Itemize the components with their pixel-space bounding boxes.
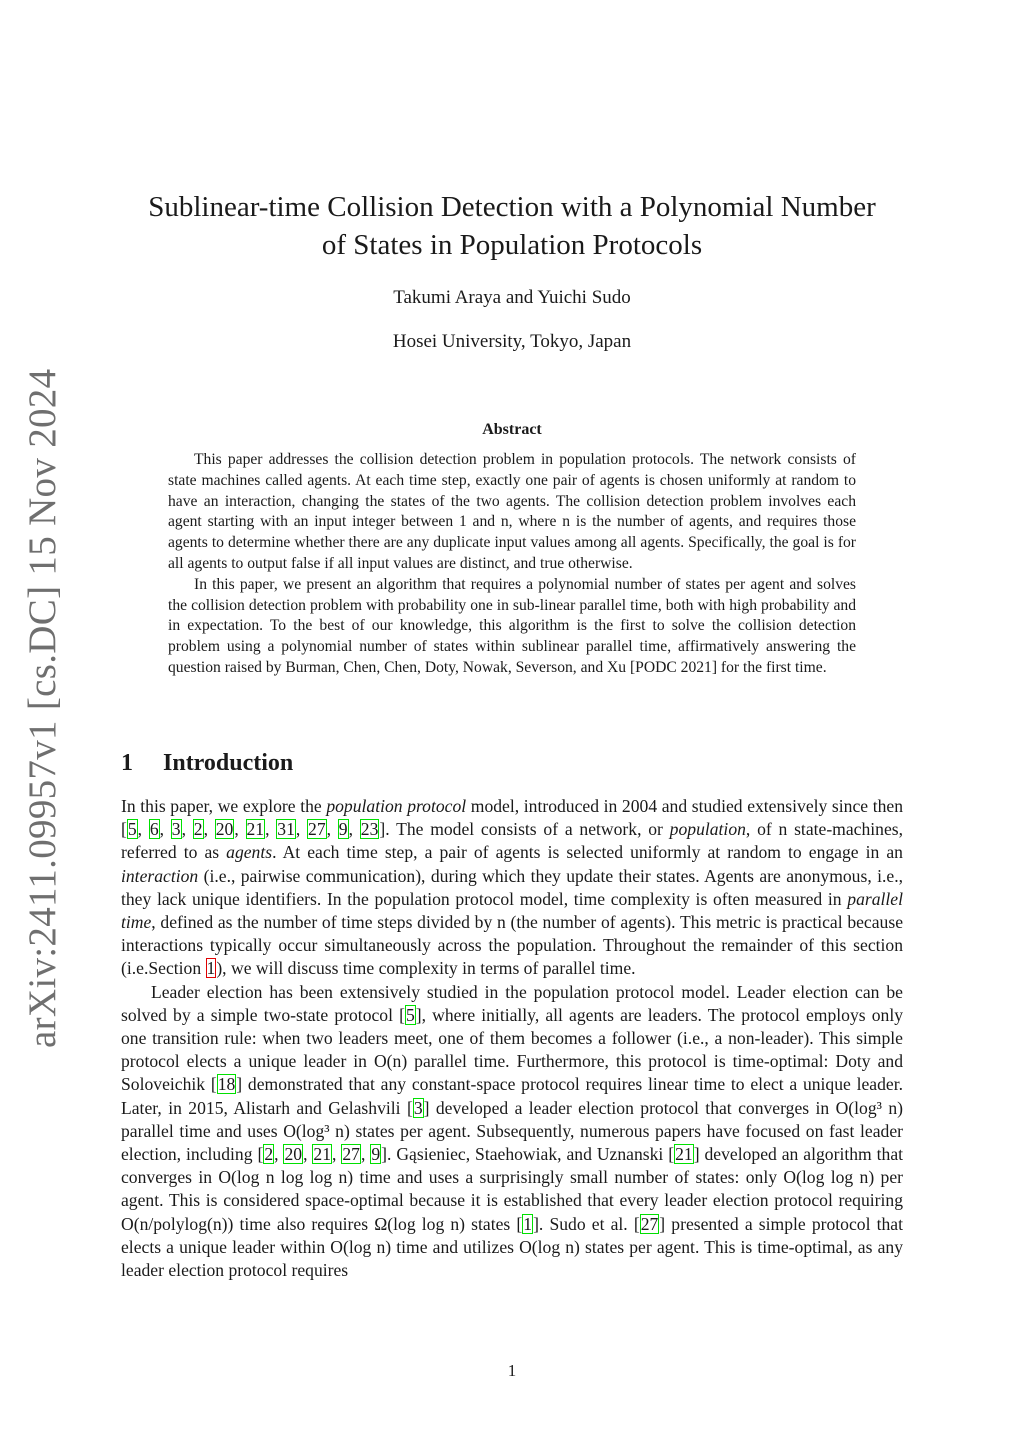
section-number: 1 [121, 750, 133, 776]
citation-link[interactable]: 21 [246, 819, 265, 840]
author-list: Takumi Araya and Yuichi Sudo [393, 287, 631, 308]
section-cross-reference[interactable]: 1 [206, 958, 216, 979]
citation-link[interactable]: 1 [523, 1213, 533, 1234]
section-title: Introduction [163, 750, 294, 776]
introduction-body [121, 795, 903, 1282]
citation-link[interactable]: 27 [308, 819, 326, 840]
citation-link[interactable]: 9 [338, 819, 348, 840]
abstract-body [168, 450, 856, 679]
citation-link[interactable]: 5 [405, 1004, 415, 1025]
citation-link[interactable]: 27 [342, 1144, 360, 1165]
author-affiliation: Hosei University, Tokyo, Japan [392, 331, 632, 352]
abstract-paragraph-2: In this paper, we present an algorithm that requires a polynomial number of states per agent and solves the collision detection problem with probability one in sub-linear parallel time, both with high probability and in expectation. To the best of our knowledge, this algorithm is the first to solve the collision detection problem using a polynomial number of states within sublinear parallel time, affirmatively answering the question raised by Burman, Chen, Chen, Doty, Nowak, Severson, and Xu [PODC 2021] for the first time. [168, 575, 856, 676]
citation-link[interactable]: 23 [360, 819, 379, 840]
paper-title [110, 188, 914, 264]
citation-link[interactable]: 3 [171, 819, 181, 840]
intro-paragraph-1: In this paper, we explore the population protocol model, introduced in 2004 and studied extensively since then [5, 6, 3, 2, 20, 21, 31, 27, 9, 23]. The model consists of a network, or population, of n state-machines, referred to as agents. At each time step, a pair of agents is selected uniformly at random to engage in an interaction (i.e., pairwise communication), during which they update their states. Agents are anonymous, i.e., they lack unique identifiers. In the population protocol model, time complexity is often measured in parallel time, defined as the number of time steps divided by n (the number of agents). This metric is practical because interactions typically occur simultaneously across the population. Throughout the remainder of this section (i.e.Section 1), we will discuss time complexity in terms of parallel time. [121, 796, 904, 979]
title-line-1: Sublinear-time Collision Detection with a Polynomial Number [148, 191, 876, 223]
citation-link[interactable]: 20 [215, 819, 234, 840]
citation-link[interactable]: 2 [193, 819, 203, 840]
citation-link[interactable]: 31 [277, 819, 295, 840]
abstract-heading: Abstract [482, 421, 542, 438]
arxiv-identifier-stamp[interactable]: arXiv:2411.09957v1 [cs.DC] 15 Nov 2024 [21, 368, 64, 1048]
citation-link[interactable]: 21 [313, 1144, 332, 1165]
intro-paragraph-2: Leader election has been extensively studied in the population protocol model. Leader election can be solved by a simple two-state protocol [5], where initially, all agents are leaders. The protocol employs only one transition rule: when two leaders meet, one of them becomes a follower (i.e., a non-leader). This simple protocol elects a unique leader in O(n) parallel time. Furthermore, this protocol is time-optimal: Doty and Soloveichik [18] demonstrated that any constant-space protocol requires linear time to elect a unique leader. Later, in 2015, Alistarh and Gelashvili [3] developed a leader election protocol that converges in O(log³ n) parallel time and uses O(log³ n) states per agent. Subsequently, numerous papers have focused on fast leader election, including [2, 20, 21, 27, 9]. Gąsieniec, Staehowiak, and Uznanski [21] developed an algorithm that converges in O(log n log log n) time and uses a surprisingly small number of states: only O(log log n) per agent. This is considered space-optimal because it is established that every leader election protocol requiring O(n/polylog(n)) time also requires Ω(log log n) states [1]. Sudo et al. [27] presented a simple protocol that elects a unique leader within O(log n) time and utilizes O(log n) states per agent. This is time-optimal, as any leader election protocol requires [121, 981, 904, 1281]
citation-link[interactable]: 27 [640, 1213, 659, 1234]
title-line-2: of States in Population Protocols [321, 229, 703, 261]
section-heading [121, 748, 293, 778]
citation-link[interactable]: 20 [284, 1144, 303, 1165]
citation-link[interactable]: 21 [675, 1144, 693, 1165]
abstract-paragraph-1: This paper addresses the collision detection problem in population protocols. The network consists of state machines called agents. At each time step, exactly one pair of agents is chosen uniformly at random to have an interaction, changing the states of the two agents. The collision detection problem involves each agent starting with an input integer between 1 and n, where n is the number of agents, and requires those agents to determine whether there are any duplicate input values among all agents. Specifically, the goal is for all agents to output false if all input values are distinct, and true otherwise. [168, 451, 856, 572]
page-number: 1 [507, 1361, 517, 1380]
citation-link[interactable]: 18 [217, 1074, 236, 1095]
citation-link[interactable]: 5 [127, 819, 137, 840]
citation-link[interactable]: 2 [264, 1144, 274, 1165]
citation-link[interactable]: 9 [371, 1144, 381, 1165]
citation-link[interactable]: 3 [413, 1097, 423, 1118]
citation-link[interactable]: 6 [149, 819, 159, 840]
